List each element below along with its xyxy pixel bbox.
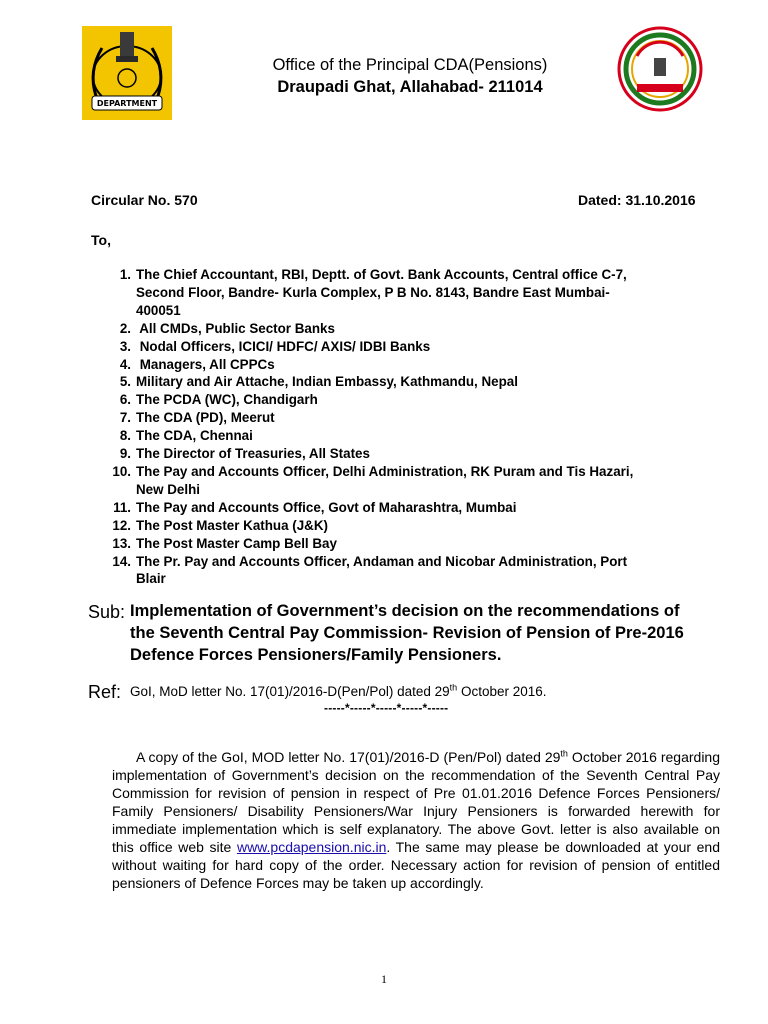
addressee-number: 7. — [119, 410, 131, 426]
addressee-line: Nodal Officers, ICICI/ HDFC/ AXIS/ IDBI Banks — [136, 338, 431, 354]
addressee-line: The Director of Treasuries, All States — [136, 446, 370, 462]
addressee-item — [0, 499, 768, 517]
addressee-number: 13. — [112, 535, 131, 551]
addressee-line: Managers, All CPPCs — [136, 356, 275, 372]
to-label: To, — [91, 232, 111, 248]
addressee-number: 6. — [119, 392, 131, 408]
addressee-line: All CMDs, Public Sector Banks — [136, 320, 335, 336]
section-divider: -----*-----*-----*-----*----- — [324, 701, 449, 715]
addressee-number: 1. — [119, 267, 131, 282]
addressee-line: The CDA (PD), Meerut — [136, 410, 275, 426]
page-number: 1 — [381, 972, 387, 986]
addressee-line: The CDA, Chennai — [136, 428, 253, 444]
addressee-item — [0, 409, 768, 427]
addressee-item — [0, 445, 768, 463]
subject-line-3: Defence Forces Pensioners/Family Pensioners. — [130, 646, 502, 664]
addressee-line: Second Floor, Bandre- Kurla Complex, P B No. 8143, Bandre East Mumbai- — [136, 284, 610, 300]
reference-label: Ref: — [88, 682, 122, 702]
office-address: Draupadi Ghat, Allahabad- 211014 — [277, 78, 543, 96]
addressee-item — [0, 338, 768, 356]
addressee-number: 14. — [112, 553, 131, 569]
addressee-number: 12. — [112, 517, 131, 533]
addressee-item — [0, 553, 768, 589]
department-emblem-icon — [82, 26, 172, 120]
addressee-number: 11. — [113, 499, 131, 515]
addressee-item — [0, 373, 768, 391]
addressee-list — [0, 266, 768, 588]
addressee-item — [0, 266, 768, 320]
addressee-number: 5. — [119, 374, 131, 390]
circular-date: Dated: 31.10.2016 — [578, 192, 696, 208]
addressee-line: The Pr. Pay and Accounts Officer, Andaman and Nicobar Administration, Port — [136, 553, 628, 569]
addressee-item — [0, 463, 768, 499]
office-title: Office of the Principal CDA(Pensions) — [272, 56, 548, 74]
addressee-line: The Chief Accountant, RBI, Deptt. of Govt. Bank Accounts, Central office C-7, — [136, 267, 627, 282]
addressee-number: 3. — [119, 338, 131, 354]
addressee-item — [0, 517, 768, 535]
addressee-number: 8. — [119, 428, 131, 444]
addressee-line: Blair — [136, 571, 166, 587]
addressee-line: New Delhi — [136, 481, 200, 497]
reference-text: GoI, MoD letter No. 17(01)/2016-D(Pen/Pol) dated 29th October 2016. — [130, 682, 547, 699]
body-paragraph: A copy of the GoI, MOD letter No. 17(01)/2016-D (Pen/Pol) dated 29th October 2016 regarding implementation of Government’s decision on the recommendation of the Seventh Central Pay Commission for revision of pension in respect of Pre 01.01.2016 Defence Forces Pensioners/ Family Pensioners/ Disability Pensioners/War Injury Pensioners is forwarded herewith for immediate implementation which is self explanatory. The above Govt. letter is also available on this office web site www.pcdapension.nic.in. The same may please be downloaded at your end without waiting for hard copy of the order. Necessary action for revision of pension of entitled pensioners of Defence Forces may be taken up accordingly. — [112, 748, 720, 891]
addressee-item — [0, 320, 768, 338]
addressee-item — [0, 427, 768, 445]
addressee-line: The Post Master Kathua (J&K) — [136, 517, 328, 533]
addressee-line: 400051 — [136, 302, 181, 318]
website-link[interactable]: www.pcdapension.nic.in — [236, 839, 387, 855]
addressee-item — [0, 391, 768, 409]
addressee-number: 2. — [119, 320, 131, 336]
addressee-line: The Pay and Accounts Officer, Delhi Administration, RK Puram and Tis Hazari, — [136, 463, 634, 479]
subject-line-1: Implementation of Government’s decision on the recommendations of — [130, 602, 680, 620]
addressee-line: The PCDA (WC), Chandigarh — [136, 392, 318, 408]
subject-label: Sub: — [88, 602, 126, 622]
circular-number: Circular No. 570 — [91, 192, 198, 208]
subject-line-2: the Seventh Central Pay Commission- Revision of Pension of Pre-2016 — [130, 624, 684, 642]
svg-text:DEPARTMENT: DEPARTMENT — [96, 99, 158, 108]
addressee-line: The Post Master Camp Bell Bay — [136, 535, 337, 551]
addressee-number: 4. — [119, 356, 131, 372]
addressee-item — [0, 356, 768, 374]
addressee-line: The Pay and Accounts Office, Govt of Maharashtra, Mumbai — [136, 499, 517, 515]
addressee-number: 10. — [112, 463, 131, 479]
addressee-number: 9. — [119, 446, 131, 462]
addressee-line: Military and Air Attache, Indian Embassy, Kathmandu, Nepal — [136, 374, 518, 390]
addressee-item — [0, 535, 768, 553]
pcda-pensions-seal-icon — [617, 26, 703, 112]
